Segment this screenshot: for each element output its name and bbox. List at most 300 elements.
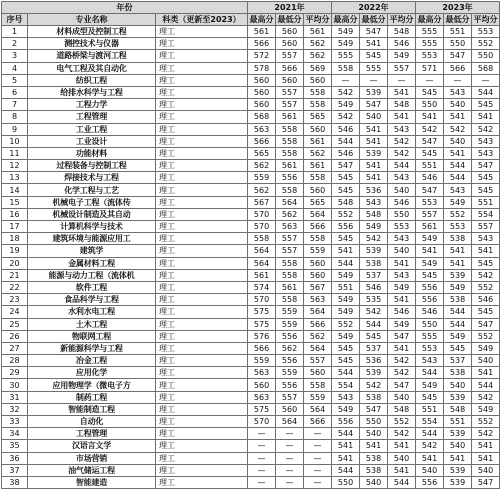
- row-number: 29: [2, 367, 28, 379]
- year-2022-avg-score: 541: [388, 111, 416, 123]
- year-2022-avg-score: 541: [388, 257, 416, 269]
- year-2022-max-score: 549: [332, 330, 360, 342]
- year-2023-avg-score: 550: [472, 50, 500, 62]
- year-2022-max-score: 541: [332, 452, 360, 464]
- year-2023-min-score: 540: [444, 135, 472, 147]
- year-2021-max-score: 560: [248, 99, 276, 111]
- score-table: [1, 1, 500, 489]
- table-row: [2, 379, 500, 391]
- year-2021-max-score: 568: [248, 111, 276, 123]
- year-2021-max-score: —: [248, 428, 276, 440]
- year-2021-avg-score: 566: [304, 416, 332, 428]
- year-2021-min-score: 562: [276, 342, 304, 354]
- category-cell: 理工: [156, 99, 248, 111]
- year-2022-avg-score: —: [388, 74, 416, 86]
- year-2021-min-score: —: [276, 440, 304, 452]
- year-2023-avg-score: 543: [472, 135, 500, 147]
- year-2022-max-score: 558: [332, 62, 360, 74]
- year-2022-min-score: 544: [360, 318, 388, 330]
- row-number: 22: [2, 281, 28, 293]
- year-2023-avg-score: 545: [472, 184, 500, 196]
- row-number: 23: [2, 294, 28, 306]
- major-name: 工程力学: [28, 99, 156, 111]
- major-name: 建筑学: [28, 245, 156, 257]
- row-number: 24: [2, 306, 28, 318]
- category-cell: 理工: [156, 196, 248, 208]
- year-2023-max-score: 545: [416, 86, 444, 98]
- year-2021-min-score: 561: [276, 281, 304, 293]
- year-2023-avg-score: 547: [472, 476, 500, 488]
- year-2021-min-score: 559: [276, 367, 304, 379]
- year-2023-max-score: 556: [416, 281, 444, 293]
- row-number: 33: [2, 416, 28, 428]
- year-2022-avg-score: 546: [388, 196, 416, 208]
- year-2023-avg-score: 552: [472, 38, 500, 50]
- year-2022-max-score: 549: [332, 99, 360, 111]
- row-number: 19: [2, 245, 28, 257]
- year-2021-avg-score: 560: [304, 184, 332, 196]
- year-2021-avg-score: 561: [304, 160, 332, 172]
- category-cell: 理工: [156, 38, 248, 50]
- year-2023-min-score: 543: [444, 86, 472, 98]
- year-2023-min-score: 539: [444, 269, 472, 281]
- year-2021-avg-score: 560: [304, 74, 332, 86]
- year-2021-max-score: 560: [248, 74, 276, 86]
- max-header: 最高分: [333, 15, 358, 24]
- year-2021-min-score: 557: [276, 233, 304, 245]
- year-2023-avg-score: 547: [472, 318, 500, 330]
- year-2023-avg-score: —: [472, 74, 500, 86]
- row-number: 37: [2, 464, 28, 476]
- year-2023-avg-score: 541: [472, 111, 500, 123]
- year-2021-avg-score: 562: [304, 147, 332, 159]
- table-row: [2, 147, 500, 159]
- year-2021-min-score: 559: [276, 306, 304, 318]
- year-2022-avg-score: 543: [388, 123, 416, 135]
- year-2021-max-score: 562: [248, 160, 276, 172]
- year-2022-avg-score: 548: [388, 99, 416, 111]
- category-cell: 理工: [156, 233, 248, 245]
- major-name: 汉语言文学: [28, 440, 156, 452]
- year-2022-min-score: 535: [360, 294, 388, 306]
- year-2023-max-score: 555: [416, 38, 444, 50]
- major-name: 纺织工程: [28, 74, 156, 86]
- year-2023-min-score: 542: [444, 123, 472, 135]
- year-2021-max-score: 565: [248, 147, 276, 159]
- year-2021-avg-score: 562: [304, 50, 332, 62]
- year-2021-min-score: 558: [276, 294, 304, 306]
- year-2022-avg-score: 549: [388, 50, 416, 62]
- year-2021-avg-score: —: [304, 440, 332, 452]
- major-name: 金属材料工程: [28, 257, 156, 269]
- major-name: 应用化学: [28, 367, 156, 379]
- year-2023-avg-score: 552: [472, 281, 500, 293]
- year-group-header: 年份: [2, 2, 248, 14]
- major-name: 工程管理: [28, 111, 156, 123]
- year-2023-avg-score: 557: [472, 221, 500, 233]
- year-2022-avg-score: 543: [388, 233, 416, 245]
- major-name: 冶金工程: [28, 355, 156, 367]
- table-row: [2, 318, 500, 330]
- year-2023-avg-score: 541: [472, 367, 500, 379]
- year-2022-max-score: 545: [332, 184, 360, 196]
- row-number: 2: [2, 38, 28, 50]
- year-2022-min-score: 539: [360, 86, 388, 98]
- year-2021-min-score: 556: [276, 330, 304, 342]
- year-2023-avg-score: 540: [472, 464, 500, 476]
- row-number: 16: [2, 208, 28, 220]
- year-2021-avg-score: —: [304, 452, 332, 464]
- major-name: 自动化: [28, 416, 156, 428]
- table-row: [2, 160, 500, 172]
- year-2021-avg-score: —: [304, 476, 332, 488]
- year-2023-min-score: 539: [444, 391, 472, 403]
- year-2022-min-score: 547: [360, 403, 388, 415]
- year-2021-avg-score: 564: [304, 306, 332, 318]
- year-2021-max-score: 575: [248, 403, 276, 415]
- min-header: 最低分: [277, 15, 302, 24]
- year-2021-min-score: 557: [276, 245, 304, 257]
- table-row: [2, 245, 500, 257]
- year-2023-max-score: 547: [416, 184, 444, 196]
- row-number: 3: [2, 50, 28, 62]
- year-2023-min-score: 541: [444, 257, 472, 269]
- year-2021-avg-score: 560: [304, 269, 332, 281]
- year-2022-max-score: 552: [332, 208, 360, 220]
- year-2023-max-score: 554: [416, 416, 444, 428]
- major-name: 电气工程及其自动化: [28, 62, 156, 74]
- year-2022-min-score: 555: [360, 62, 388, 74]
- year-2023-avg-score: 541: [472, 245, 500, 257]
- year-2023-min-score: 549: [444, 281, 472, 293]
- category-cell: 理工: [156, 318, 248, 330]
- year-2023-max-score: 545: [416, 391, 444, 403]
- row-number: 36: [2, 452, 28, 464]
- year-2021-min-score: 556: [276, 379, 304, 391]
- table-row: [2, 135, 500, 147]
- table-row: [2, 62, 500, 74]
- table-row: [2, 208, 500, 220]
- year-2023-min-score: 540: [444, 440, 472, 452]
- year-2021-avg-score: 560: [304, 123, 332, 135]
- major-name: 化学工程与工艺: [28, 184, 156, 196]
- row-number: 28: [2, 355, 28, 367]
- year-2022-avg-score: 541: [388, 86, 416, 98]
- year-2023-max-score: 549: [416, 257, 444, 269]
- year-2023-min-score: 553: [444, 221, 472, 233]
- year-2023-min-score: 541: [444, 111, 472, 123]
- category-cell: 理工: [156, 245, 248, 257]
- min-header: 最低分: [445, 15, 470, 24]
- year-2023-avg-score: 568: [472, 62, 500, 74]
- year-2021-avg-score: 560: [304, 367, 332, 379]
- year-2022-avg-score: 546: [388, 306, 416, 318]
- year-2022-min-score: 540: [360, 476, 388, 488]
- major-name: 土木工程: [28, 318, 156, 330]
- year-2021-min-score: 560: [276, 74, 304, 86]
- category-cell: 理工: [156, 428, 248, 440]
- row-number: 27: [2, 342, 28, 354]
- min-header: 最低分: [361, 15, 386, 24]
- category-cell: 理工: [156, 147, 248, 159]
- year-2022-avg-score: 549: [388, 318, 416, 330]
- category-cell: 理工: [156, 123, 248, 135]
- year-2022-min-score: 543: [360, 196, 388, 208]
- table-row: [2, 428, 500, 440]
- table-row: [2, 416, 500, 428]
- year-2022-min-score: 546: [360, 281, 388, 293]
- year-2023-min-score: 545: [444, 342, 472, 354]
- major-name: 智能制造工程: [28, 403, 156, 415]
- year-2021-max-score: —: [248, 452, 276, 464]
- year-2022-avg-score: 544: [388, 476, 416, 488]
- category-cell: 理工: [156, 111, 248, 123]
- year-2023-min-score: 538: [444, 294, 472, 306]
- year-2021-avg-score: 558: [304, 379, 332, 391]
- table-row: [2, 403, 500, 415]
- year-2021-avg-score: 561: [304, 26, 332, 38]
- year-2022-avg-score: 540: [388, 452, 416, 464]
- year-2021-min-score: 561: [276, 160, 304, 172]
- table-row: [2, 99, 500, 111]
- year-2023-avg-score: 554: [472, 208, 500, 220]
- year-2022-avg-score: 541: [388, 294, 416, 306]
- year-2021-avg-score: 562: [304, 330, 332, 342]
- year-2022-avg-score: 547: [388, 379, 416, 391]
- table-row: [2, 233, 500, 245]
- row-number: 31: [2, 391, 28, 403]
- year-2021-min-score: 558: [276, 257, 304, 269]
- year-2023-min-score: 543: [444, 184, 472, 196]
- year-2022-min-score: 536: [360, 355, 388, 367]
- year-2022-avg-score: 542: [388, 367, 416, 379]
- year-2021-min-score: 556: [276, 172, 304, 184]
- year-2023-avg-score: 542: [472, 123, 500, 135]
- year-2022-avg-score: 549: [388, 281, 416, 293]
- category-cell: 理工: [156, 355, 248, 367]
- year-2023-max-score: 556: [416, 294, 444, 306]
- year-2022-max-score: 556: [332, 416, 360, 428]
- year-2022-min-score: 542: [360, 306, 388, 318]
- year-2021-max-score: 572: [248, 50, 276, 62]
- table-row: [2, 281, 500, 293]
- major-name: 工程管理: [28, 428, 156, 440]
- year-2022-max-score: 545: [332, 342, 360, 354]
- year-2022-min-score: 539: [360, 367, 388, 379]
- year-2021-max-score: 578: [248, 62, 276, 74]
- year-2021-max-score: —: [248, 464, 276, 476]
- major-name: 油气储运工程: [28, 464, 156, 476]
- year-2021-max-score: 570: [248, 294, 276, 306]
- major-name: 机械电子工程（流体传: [28, 196, 156, 208]
- year-2022-max-score: 551: [332, 281, 360, 293]
- year-2023-avg-score: 553: [472, 26, 500, 38]
- year-2023-max-score: 546: [416, 306, 444, 318]
- table-row: [2, 355, 500, 367]
- year-2023-min-score: 540: [444, 99, 472, 111]
- year-2021-max-score: —: [248, 440, 276, 452]
- category-cell: 理工: [156, 306, 248, 318]
- year-2021-max-score: 570: [248, 208, 276, 220]
- year-2022-min-score: 536: [360, 184, 388, 196]
- year-2023-avg-score: 543: [472, 147, 500, 159]
- year-2022-max-score: 554: [332, 379, 360, 391]
- year-2023-avg-score: 545: [472, 99, 500, 111]
- major-name: 道路桥梁与渡河工程: [28, 50, 156, 62]
- year-2023-avg-score: 541: [472, 440, 500, 452]
- category-cell: 理工: [156, 281, 248, 293]
- year-2021-min-score: 557: [276, 86, 304, 98]
- year-2023-max-score: 571: [416, 62, 444, 74]
- year-2022-avg-score: 540: [388, 391, 416, 403]
- year-2021-max-score: 570: [248, 221, 276, 233]
- year-2023-max-score: 553: [416, 50, 444, 62]
- year-2022-min-score: 547: [360, 99, 388, 111]
- year-2023-avg-score: 544: [472, 86, 500, 98]
- year-2023-max-score: 551: [416, 160, 444, 172]
- major-name: 工业工程: [28, 123, 156, 135]
- year-2022-max-score: 544: [332, 367, 360, 379]
- category-cell: 理工: [156, 26, 248, 38]
- year-2023-min-score: —: [444, 74, 472, 86]
- major-name: 能源与动力工程（流体机: [28, 269, 156, 281]
- row-number: 15: [2, 196, 28, 208]
- year-2023-header: 2023年: [416, 2, 500, 14]
- year-2023-max-score: 549: [416, 233, 444, 245]
- year-2021-min-score: 559: [276, 318, 304, 330]
- year-2022-min-score: —: [360, 74, 388, 86]
- year-2022-min-score: 537: [360, 269, 388, 281]
- category-cell: 理工: [156, 416, 248, 428]
- year-2022-min-score: 541: [360, 172, 388, 184]
- year-2021-avg-score: 564: [304, 342, 332, 354]
- row-number: 10: [2, 135, 28, 147]
- table-row: [2, 306, 500, 318]
- category-cell: 理工: [156, 391, 248, 403]
- row-number: 18: [2, 233, 28, 245]
- year-2023-avg-score: 543: [472, 233, 500, 245]
- category-cell: 理工: [156, 476, 248, 488]
- year-2022-max-score: 543: [332, 391, 360, 403]
- year-2022-min-score: 545: [360, 330, 388, 342]
- row-number: 9: [2, 123, 28, 135]
- year-2021-max-score: 566: [248, 38, 276, 50]
- table-row: [2, 476, 500, 488]
- year-2021-min-score: 557: [276, 391, 304, 403]
- category-cell: 理工: [156, 342, 248, 354]
- row-number: 6: [2, 86, 28, 98]
- year-2023-min-score: 548: [444, 403, 472, 415]
- year-2022-avg-score: 547: [388, 330, 416, 342]
- year-2021-avg-score: 563: [304, 294, 332, 306]
- category-cell: 理工: [156, 50, 248, 62]
- year-2023-min-score: 550: [444, 38, 472, 50]
- year-2022-min-score: 550: [360, 416, 388, 428]
- year-2022-min-score: 541: [360, 123, 388, 135]
- year-2022-max-score: 549: [332, 294, 360, 306]
- row-number: 30: [2, 379, 28, 391]
- year-2023-max-score: 561: [416, 221, 444, 233]
- header-row-columns: [2, 14, 500, 26]
- year-2022-min-score: 538: [360, 464, 388, 476]
- row-number: 21: [2, 269, 28, 281]
- major-name: 水利水电工程: [28, 306, 156, 318]
- year-2023-min-score: 544: [444, 172, 472, 184]
- year-2021-min-score: —: [276, 476, 304, 488]
- year-2021-avg-score: 559: [304, 245, 332, 257]
- category-cell: 理工: [156, 62, 248, 74]
- row-number: 17: [2, 221, 28, 233]
- year-2022-max-score: 552: [332, 318, 360, 330]
- row-number: 12: [2, 160, 28, 172]
- year-2023-min-score: 549: [444, 196, 472, 208]
- year-2022-avg-score: 548: [388, 403, 416, 415]
- year-2023-min-score: 552: [444, 208, 472, 220]
- row-number: 35: [2, 440, 28, 452]
- year-2022-max-score: —: [332, 74, 360, 86]
- year-2021-avg-score: 558: [304, 86, 332, 98]
- year-2021-header: 2021年: [248, 2, 332, 14]
- row-number: 7: [2, 99, 28, 111]
- year-2021-avg-score: 558: [304, 233, 332, 245]
- year-2022-max-score: 545: [332, 355, 360, 367]
- year-2023-min-score: 566: [444, 62, 472, 74]
- year-2022-max-score: 544: [332, 464, 360, 476]
- seq-header: 序号: [2, 14, 28, 26]
- year-2021-max-score: 567: [248, 196, 276, 208]
- year-2021-avg-score: 567: [304, 281, 332, 293]
- year-2021-min-score: 558: [276, 147, 304, 159]
- year-2023-max-score: 547: [416, 135, 444, 147]
- year-2022-avg-score: 557: [388, 62, 416, 74]
- max-header: 最高分: [249, 15, 274, 24]
- year-2021-min-score: 562: [276, 208, 304, 220]
- year-2023-max-score: 549: [416, 379, 444, 391]
- year-2022-min-score: 540: [360, 111, 388, 123]
- year-2021-max-score: 562: [248, 184, 276, 196]
- year-2023-max-score: 541: [416, 245, 444, 257]
- year-2021-max-score: 566: [248, 342, 276, 354]
- year-2021-min-score: 558: [276, 123, 304, 135]
- table-row: [2, 111, 500, 123]
- year-2023-min-score: 541: [444, 147, 472, 159]
- year-2021-min-score: 560: [276, 38, 304, 50]
- year-2021-avg-score: 564: [304, 403, 332, 415]
- category-cell: 理工: [156, 440, 248, 452]
- year-2023-avg-score: 545: [472, 306, 500, 318]
- table-row: [2, 342, 500, 354]
- major-name: 焊接技术与工程: [28, 172, 156, 184]
- category-cell: 理工: [156, 330, 248, 342]
- year-2023-min-score: 539: [444, 428, 472, 440]
- category-header: 科类（更新至2023）: [156, 14, 248, 26]
- year-2023-avg-score: 552: [472, 416, 500, 428]
- category-cell: 理工: [156, 221, 248, 233]
- table-row: [2, 391, 500, 403]
- year-2021-min-score: 561: [276, 111, 304, 123]
- year-2021-avg-score: 558: [304, 99, 332, 111]
- row-number: 11: [2, 147, 28, 159]
- year-2022-min-score: 549: [360, 221, 388, 233]
- category-cell: 理工: [156, 269, 248, 281]
- year-2022-min-score: 542: [360, 379, 388, 391]
- table-row: [2, 123, 500, 135]
- year-2021-avg-score: 561: [304, 135, 332, 147]
- table-row: [2, 452, 500, 464]
- year-2022-min-score: 538: [360, 452, 388, 464]
- year-2022-avg-score: 544: [388, 160, 416, 172]
- year-2021-min-score: 558: [276, 269, 304, 281]
